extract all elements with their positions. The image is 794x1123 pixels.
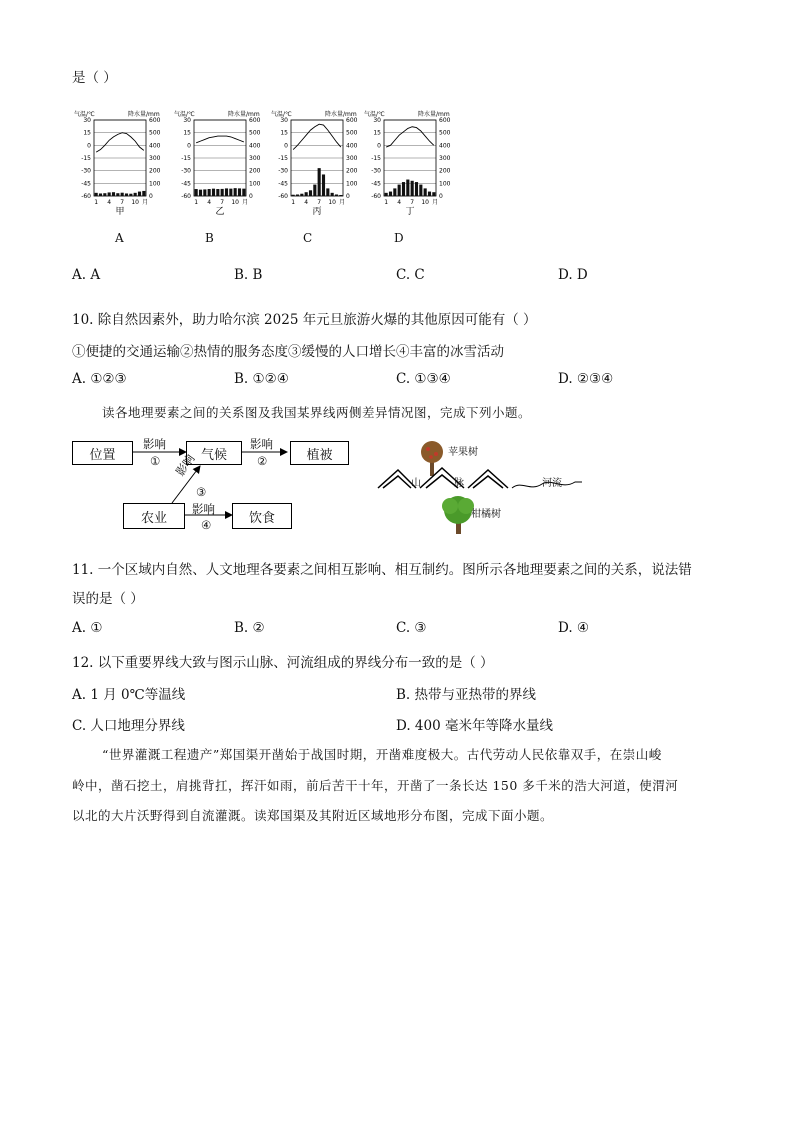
q10-option-a[interactable]: A. ①②③ — [72, 371, 127, 387]
q11-option-c[interactable]: C. ③ — [396, 620, 427, 636]
q9-option-d[interactable]: D. D — [558, 267, 588, 283]
orange-tree-icon — [442, 496, 474, 534]
box-agriculture: 农业 — [123, 503, 185, 529]
q10-option-c[interactable]: C. ①③④ — [396, 371, 451, 387]
label-mai: 脉 — [454, 478, 464, 489]
label-num-2: ② — [257, 454, 268, 468]
q11-stem-line2: 误的是（ ） — [72, 591, 144, 607]
month-tick: 10 — [328, 199, 336, 206]
q10-option-b[interactable]: B. ①②④ — [234, 371, 289, 387]
precip-tick: 400 — [439, 142, 451, 150]
month-tick: 1 — [384, 199, 389, 206]
label-influence-4: 影响 — [192, 502, 215, 516]
temp-tick: -30 — [371, 167, 381, 175]
precip-tick: 500 — [439, 129, 451, 137]
temp-axis-label: 气温/℃ — [364, 111, 385, 118]
precip-tick: 500 — [249, 129, 261, 137]
chart-id: 丁 — [405, 207, 415, 217]
temp-tick: -15 — [278, 155, 288, 162]
month-tick: 7 — [317, 199, 322, 206]
temp-tick: -30 — [278, 167, 288, 175]
temp-axis-label: 气温/℃ — [271, 111, 292, 118]
temp-axis-label: 气温/℃ — [74, 111, 95, 118]
precip-tick: 600 — [149, 117, 161, 124]
precip-tick: 100 — [346, 180, 358, 188]
temp-tick: 30 — [83, 117, 91, 124]
q12-option-d[interactable]: D. 400 毫米年等降水量线 — [396, 718, 553, 734]
chart-id: 丙 — [312, 207, 322, 217]
q11-option-d[interactable]: D. ④ — [558, 620, 590, 636]
chart-id: 乙 — [215, 207, 225, 217]
box-vegetation: 植被 — [290, 441, 349, 465]
temp-tick: 15 — [373, 129, 381, 137]
month-tick: 1 — [194, 199, 199, 206]
month-tick: 10 — [421, 199, 429, 206]
month-tick: 10 — [231, 199, 239, 206]
precip-tick: 100 — [249, 180, 261, 188]
chart-letter-d: D — [394, 231, 404, 245]
month-tick: 1 — [94, 199, 99, 206]
month-tick: 1 — [291, 199, 296, 206]
temp-tick: -60 — [371, 193, 381, 200]
temp-tick: -45 — [278, 180, 288, 188]
label-num-1: ① — [150, 454, 161, 468]
month-tick: 4 — [207, 199, 212, 206]
q10-option-d[interactable]: D. ②③④ — [558, 371, 614, 387]
precip-tick: 500 — [346, 129, 358, 137]
month-tick: 月 — [142, 199, 149, 206]
temp-tick: 15 — [280, 129, 288, 137]
q11-stem-line1: 11. 一个区域内自然、人文地理各要素之间相互影响、相互制约。图所示各地理要素之间的关系，说法错 — [72, 562, 692, 578]
precip-axis-label: 降水量/mm — [128, 111, 160, 118]
temp-tick: 15 — [83, 129, 91, 137]
month-tick: 7 — [220, 199, 225, 206]
temp-tick: -15 — [81, 155, 91, 162]
box-location: 位置 — [72, 441, 133, 465]
temp-tick: 0 — [284, 142, 288, 150]
precip-tick: 400 — [346, 142, 358, 150]
precip-tick: 400 — [149, 142, 161, 150]
temp-tick: 0 — [187, 142, 191, 150]
precip-axis-label: 降水量/mm — [418, 111, 450, 118]
label-apple-tree: 苹果树 — [448, 447, 478, 458]
month-tick: 7 — [410, 199, 415, 206]
chart-letter-c: C — [303, 231, 313, 245]
precip-tick: 300 — [346, 155, 358, 162]
precip-tick: 300 — [249, 155, 261, 162]
precip-tick: 200 — [149, 167, 161, 175]
precip-tick: 600 — [346, 117, 358, 124]
month-tick: 月 — [339, 199, 346, 206]
month-tick: 月 — [432, 199, 439, 206]
precip-tick: 400 — [249, 142, 261, 150]
q12-stem: 12. 以下重要界线大致与图示山脉、河流组成的界线分布一致的是（ ） — [72, 655, 494, 671]
temp-tick: 30 — [280, 117, 288, 124]
chart-letter-a: A — [115, 231, 124, 245]
month-tick: 4 — [107, 199, 112, 206]
precip-axis-label: 降水量/mm — [325, 111, 357, 118]
intro-2-line2: 岭中，凿石挖土，肩挑背扛，挥汗如雨，前后苦干十年，开凿了一条长达 150 多千米的浩大河道，使渭河 — [72, 778, 679, 793]
precip-tick: 0 — [149, 193, 153, 200]
q11-option-b[interactable]: B. ② — [234, 620, 265, 636]
temp-tick: -60 — [278, 193, 288, 200]
temp-tick: 0 — [377, 142, 381, 150]
q9-stem-tail: 是（ ） — [72, 70, 117, 86]
q9-option-b[interactable]: B. B — [234, 267, 263, 283]
temp-tick: -45 — [81, 180, 91, 188]
q10-items: ①便捷的交通运输②热情的服务态度③缓慢的人口增长④丰富的冰雪活动 — [72, 344, 504, 360]
q9-option-c[interactable]: C. C — [396, 267, 425, 283]
label-num-4: ④ — [201, 518, 212, 532]
label-river: 河流 — [542, 478, 562, 489]
box-climate: 气候 — [186, 441, 242, 465]
mountain-river-drawing — [370, 430, 600, 540]
precip-tick: 200 — [439, 167, 451, 175]
q10-stem: 10. 除自然因素外，助力哈尔滨 2025 年元旦旅游火爆的其他原因可能有（ ） — [72, 312, 537, 328]
precip-tick: 600 — [249, 117, 261, 124]
temp-tick: -30 — [81, 167, 91, 175]
intro-2-line3: 以北的大片沃野得到自流灌溉。读郑国渠及其附近区域地形分布图，完成下面小题。 — [72, 808, 554, 823]
q12-option-b[interactable]: B. 热带与亚热带的界线 — [396, 687, 537, 703]
q11-option-a[interactable]: A. ① — [72, 620, 103, 636]
precip-tick: 600 — [439, 117, 451, 124]
label-shan: 山 — [411, 478, 421, 489]
temp-tick: -30 — [181, 167, 191, 175]
precip-tick: 0 — [346, 193, 350, 200]
temp-tick: -15 — [371, 155, 381, 162]
month-tick: 4 — [304, 199, 309, 206]
temp-tick: 0 — [87, 142, 91, 150]
temp-tick: -45 — [181, 180, 191, 188]
precip-tick: 300 — [149, 155, 161, 162]
intro-1: 读各地理要素之间的关系图及我国某界线两侧差异情况图，完成下列小题。 — [102, 405, 532, 420]
temp-axis-label: 气温/℃ — [174, 111, 195, 118]
precip-tick: 0 — [249, 193, 253, 200]
temp-tick: 30 — [373, 117, 381, 124]
temp-tick: -15 — [181, 155, 191, 162]
temp-tick: -60 — [181, 193, 191, 200]
month-tick: 月 — [242, 199, 249, 206]
label-orange-tree: 柑橘树 — [471, 509, 501, 520]
month-tick: 4 — [397, 199, 402, 206]
temp-tick: 15 — [183, 129, 191, 137]
label-num-3: ③ — [196, 485, 207, 499]
precip-tick: 500 — [149, 129, 161, 137]
temp-tick: -60 — [81, 193, 91, 200]
chart-letter-b: B — [205, 231, 214, 245]
precip-tick: 0 — [439, 193, 443, 200]
precip-tick: 200 — [346, 167, 358, 175]
mountain-range — [378, 468, 508, 488]
month-tick: 10 — [131, 199, 139, 206]
q9-option-a[interactable]: A. A — [72, 267, 101, 283]
temp-tick: -45 — [371, 180, 381, 188]
q12-option-c[interactable]: C. 人口地理分界线 — [72, 718, 185, 734]
precip-tick: 100 — [439, 180, 451, 188]
q12-option-a[interactable]: A. 1 月 0℃等温线 — [72, 687, 186, 703]
label-influence-1: 影响 — [143, 437, 166, 451]
precip-axis-label: 降水量/mm — [228, 111, 260, 118]
chart-id: 甲 — [115, 207, 125, 217]
month-tick: 7 — [120, 199, 125, 206]
label-influence-3: 影响 — [172, 451, 198, 479]
precip-tick: 300 — [439, 155, 451, 162]
precip-tick: 200 — [249, 167, 261, 175]
intro-2-line1: “世界灌溉工程遗产”郑国渠开凿始于战国时期，开凿难度极大。古代劳动人民依靠双手，在崇山峻 — [102, 747, 662, 762]
label-influence-2: 影响 — [250, 437, 273, 451]
temp-tick: 30 — [183, 117, 191, 124]
box-diet: 饮食 — [232, 503, 292, 529]
precip-tick: 100 — [149, 180, 161, 188]
